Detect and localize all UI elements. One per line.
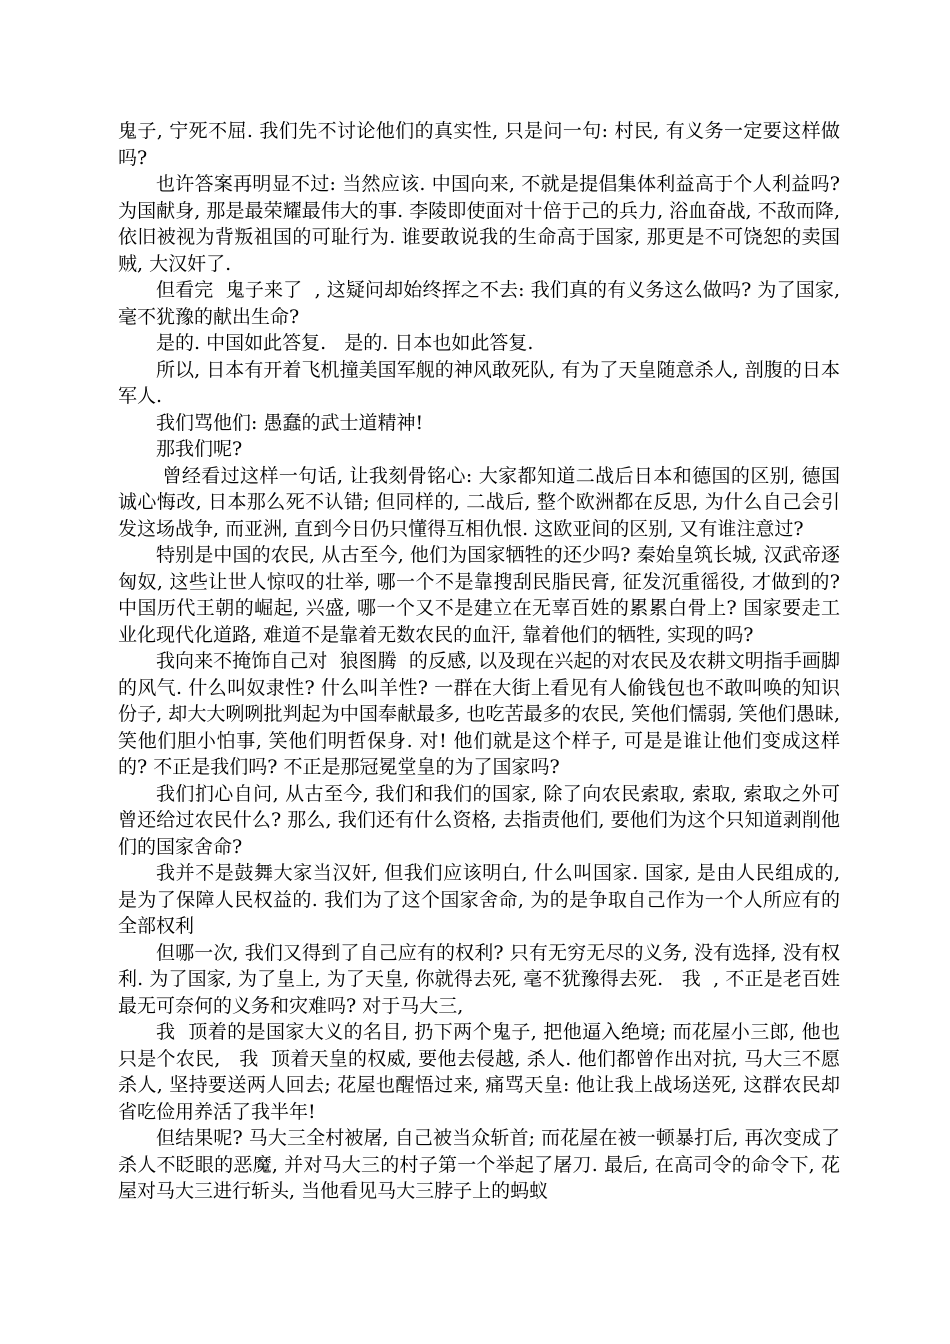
paragraph-4: 是的. 中国如此答复. 是的. 日本也如此答复. [156, 332, 534, 354]
paragraph-2: 也许答案再明显不过: 当然应该. 中国向来, 不就是提倡集体利益高于个人利益吗? 为国献身, 那是最荣耀最伟大的事. 李陵即使面对十倍于己的兵力, 浴血奋战, 不敌而降, 依旧被视为背叛祖国的可耻行为. 谁要敢说我的生命高于国家, 那更是不可饶恕的卖国贼, 大汉奸了. [118, 173, 847, 275]
paragraph-15: 但结果呢? 马大三全村被屠, 自己被当众斩首; 而花屋在被一顿暴打后, 再次变成了杀人不眨眼的恶魔, 并对马大三的村子第一个举起了屠刀. 最后, 在高司令的命令下, 花屋对马大三进行斩头, 当他看见马大三脖子上的蚂蚁 [118, 1127, 840, 1202]
paragraph-5: 所以, 日本有开着飞机撞美国军舰的神风敢死队, 有为了天皇随意杀人, 剖腹的日本军人. [118, 358, 840, 407]
paragraph-7: 那我们呢? [156, 438, 243, 460]
paragraph-3: 但看完 鬼子来了 , 这疑问却始终挥之不去: 我们真的有义务这么做吗? 为了国家, 毫不犹豫的献出生命? [118, 279, 847, 328]
paragraph-6: 我们骂他们: 愚蠢的武士道精神! [156, 411, 424, 434]
document-page [118, 118, 847, 1205]
paragraph-1: 鬼子, 宁死不屈. 我们先不讨论他们的真实性, 只是问一句: 村民, 有义务一定要这样做吗? [118, 120, 840, 169]
paragraph-13: 但哪一次, 我们又得到了自己应有的权利? 只有无穷无尽的义务, 没有选择, 没有权利. 为了国家, 为了皇上, 为了天皇, 你就得去死, 毫不犹豫得去死. 我 , 不正是老百姓最无可奈何的义务和灾难吗? 对于马大三, [118, 941, 840, 1017]
paragraph-12: 我并不是鼓舞大家当汉奸, 但我们应该明白, 什么叫国家. 国家, 是由人民组成的, 是为了保障人民权益的. 我们为了这个国家舍命, 为的是争取自己作为一个人所应有的全部权利 [118, 862, 847, 937]
paragraph-11: 我们扪心自问, 从古至今, 我们和我们的国家, 除了向农民索取, 索取, 索取之外可曾还给过农民什么? 那么, 我们还有什么资格, 去指责他们, 要他们为这个只知道剥削他们的国家舍命? [118, 782, 840, 858]
paragraph-9: 特别是中国的农民, 从古至今, 他们为国家牺牲的还少吗? 秦始皇筑长城, 汉武帝逐匈奴, 这些让世人惊叹的壮举, 哪一个不是靠搜刮民脂民膏, 征发沉重徭役, 才做到的? 中国历代王朝的崛起, 兴盛, 哪一个又不是建立在无辜百姓的累累白骨上? 国家要走工业化现代化道路, 难道不是靠着无数农民的血汗, 靠着他们的牺牲, 实现的吗? [118, 544, 847, 646]
paragraph-10: 我向来不掩饰自己对 狼图腾 的反感, 以及现在兴起的对农民及农耕文明指手画脚的风气. 什么叫奴隶性? 什么叫羊性? 一群在大街上看见有人偷钱包也不敢叫唤的知识份子, 却大大咧咧批判起为中国奉献最多, 也吃苦最多的农民, 笑他们懦弱, 笑他们愚昧, 笑他们胆小怕事, 笑他们明哲保身. 对! 他们就是这个样子, 可是是谁让他们变成这样的? 不正是我们吗? 不正是那冠冕堂皇的为了国家吗? [118, 650, 847, 778]
paragraph-14: 我 顶着的是国家大义的名目, 扔下两个鬼子, 把他逼入绝境; 而花屋小三郎, 他也只是个农民, 我 顶着天皇的权威, 要他去侵越, 杀人. 他们都曾作出对抗, 马大三不愿杀人, 坚持要送两人回去; 花屋也醒悟过来, 痛骂天皇: 他让我上战场送死, 这群农民却省吃俭用养活了我半年! [118, 1021, 840, 1123]
paragraph-8: 曾经看过这样一句话, 让我刻骨铭心: 大家都知道二战后日本和德国的区别, 德国诚心悔改, 日本那么死不认错; 但同样的, 二战后, 整个欧洲都在反思, 为什么自己会引发这场战争, 而亚洲, 直到今日仍只懂得互相仇恨. 这欧亚间的区别, 又有谁注意过? [118, 464, 840, 540]
